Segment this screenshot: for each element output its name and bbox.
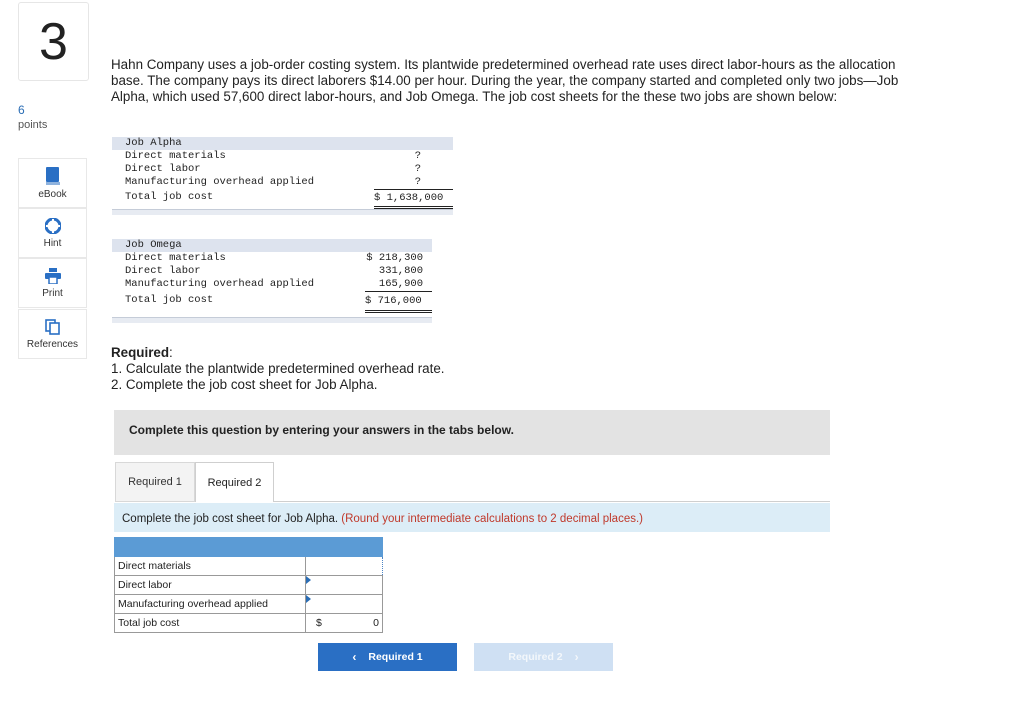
- job-omega-value: 331,800: [378, 265, 423, 277]
- required-item: 2. Complete the job cost sheet for Job Alpha.: [111, 377, 378, 392]
- note-text: Complete the job cost sheet for Job Alpha.: [122, 513, 339, 525]
- job-alpha-value: ?: [414, 150, 421, 162]
- table-row: [115, 595, 383, 614]
- divider: [112, 317, 432, 323]
- input-flag-icon: [306, 576, 311, 584]
- table-row: [115, 614, 383, 633]
- job-omega-sheet: [112, 239, 432, 309]
- job-omega-label: Direct labor: [125, 265, 201, 277]
- ebook-button[interactable]: [18, 158, 87, 208]
- total-value: 0: [373, 617, 379, 629]
- job-alpha-title: Job Alpha: [125, 137, 182, 149]
- ebook-label: eBook: [38, 188, 67, 200]
- print-label: Print: [42, 287, 63, 299]
- required-item: 1. Calculate the plantwide predetermined overhead rate.: [111, 361, 445, 376]
- overhead-applied-input[interactable]: [306, 595, 383, 614]
- question-number: 3: [18, 2, 89, 81]
- points-value: 6: [18, 103, 25, 117]
- required-heading: Required: [111, 345, 170, 360]
- table-header-cell: [306, 538, 383, 557]
- next-required-button[interactable]: [474, 643, 613, 671]
- job-omega-value: 165,900: [378, 278, 423, 290]
- row-label: Manufacturing overhead applied: [115, 595, 306, 614]
- required-section: [111, 345, 445, 393]
- ebook-icon: [45, 167, 61, 185]
- total-job-cost-cell: [306, 614, 383, 633]
- next-label: Required 2: [508, 651, 563, 663]
- required-colon: :: [169, 345, 173, 360]
- input-flag-icon: [306, 595, 311, 603]
- print-button[interactable]: [18, 258, 87, 308]
- job-alpha-label: Direct materials: [125, 150, 226, 162]
- table-header-cell: [115, 538, 306, 557]
- instruction-box: [114, 410, 830, 455]
- chevron-left-icon: ‹: [352, 650, 357, 664]
- table-row: [115, 576, 383, 595]
- job-alpha-label: Manufacturing overhead applied: [125, 176, 315, 188]
- print-icon: [45, 268, 61, 284]
- job-alpha-value: ?: [414, 176, 421, 188]
- chevron-right-icon: ›: [574, 650, 579, 664]
- job-alpha-label: Direct labor: [125, 163, 201, 175]
- note-hint: (Round your intermediate calculations to 2 decimal places.): [341, 513, 643, 525]
- prev-required-button[interactable]: [318, 643, 457, 671]
- hint-button[interactable]: [18, 208, 87, 258]
- direct-labor-input[interactable]: [306, 576, 383, 595]
- tab-required-1[interactable]: Required 1: [115, 462, 195, 502]
- row-label: Direct materials: [115, 557, 306, 576]
- direct-materials-input[interactable]: [306, 557, 383, 576]
- job-omega-label: Manufacturing overhead applied: [125, 278, 315, 290]
- job-omega-value: $ 218,300: [366, 252, 423, 264]
- job-omega-label: Direct materials: [125, 252, 226, 264]
- total-currency: $: [316, 617, 322, 629]
- references-icon: [45, 319, 61, 335]
- answer-table: [114, 537, 383, 633]
- job-alpha-sheet: [112, 137, 453, 205]
- tab-underline: [274, 501, 830, 502]
- divider: [112, 209, 453, 215]
- row-label: Total job cost: [115, 614, 306, 633]
- problem-text: Hahn Company uses a job-order costing system. Its plantwide predetermined overhead rate uses direct labor-hours as the allocation base. The company pays its direct laborers $14.00 per hour. During the year, the company started and completed only two jobs—Job Alpha, which used 57,600 direct labor-hours, and Job Omega. The job cost sheets for the these two jobs are shown below:: [111, 57, 899, 104]
- hint-label: Hint: [43, 237, 62, 249]
- job-omega-title: Job Omega: [125, 239, 182, 251]
- points-label: points: [18, 119, 48, 131]
- table-row: [115, 557, 383, 576]
- references-button[interactable]: [18, 309, 87, 359]
- references-label: References: [26, 338, 79, 350]
- job-alpha-total-value: $ 1,638,000: [374, 189, 453, 209]
- job-alpha-total-label: Total job cost: [125, 191, 214, 203]
- prev-label: Required 1: [368, 651, 423, 663]
- job-omega-total-value: $ 716,000: [365, 291, 432, 313]
- hint-icon: [45, 218, 61, 234]
- instruction-note: [114, 503, 830, 532]
- job-alpha-value: ?: [414, 163, 421, 175]
- table-header-row: [115, 538, 383, 557]
- job-omega-total-label: Total job cost: [125, 294, 214, 306]
- tab-required-2[interactable]: Required 2: [195, 462, 274, 502]
- instruction-text: Complete this question by entering your answers in the tabs below.: [129, 423, 514, 437]
- row-label: Direct labor: [115, 576, 306, 595]
